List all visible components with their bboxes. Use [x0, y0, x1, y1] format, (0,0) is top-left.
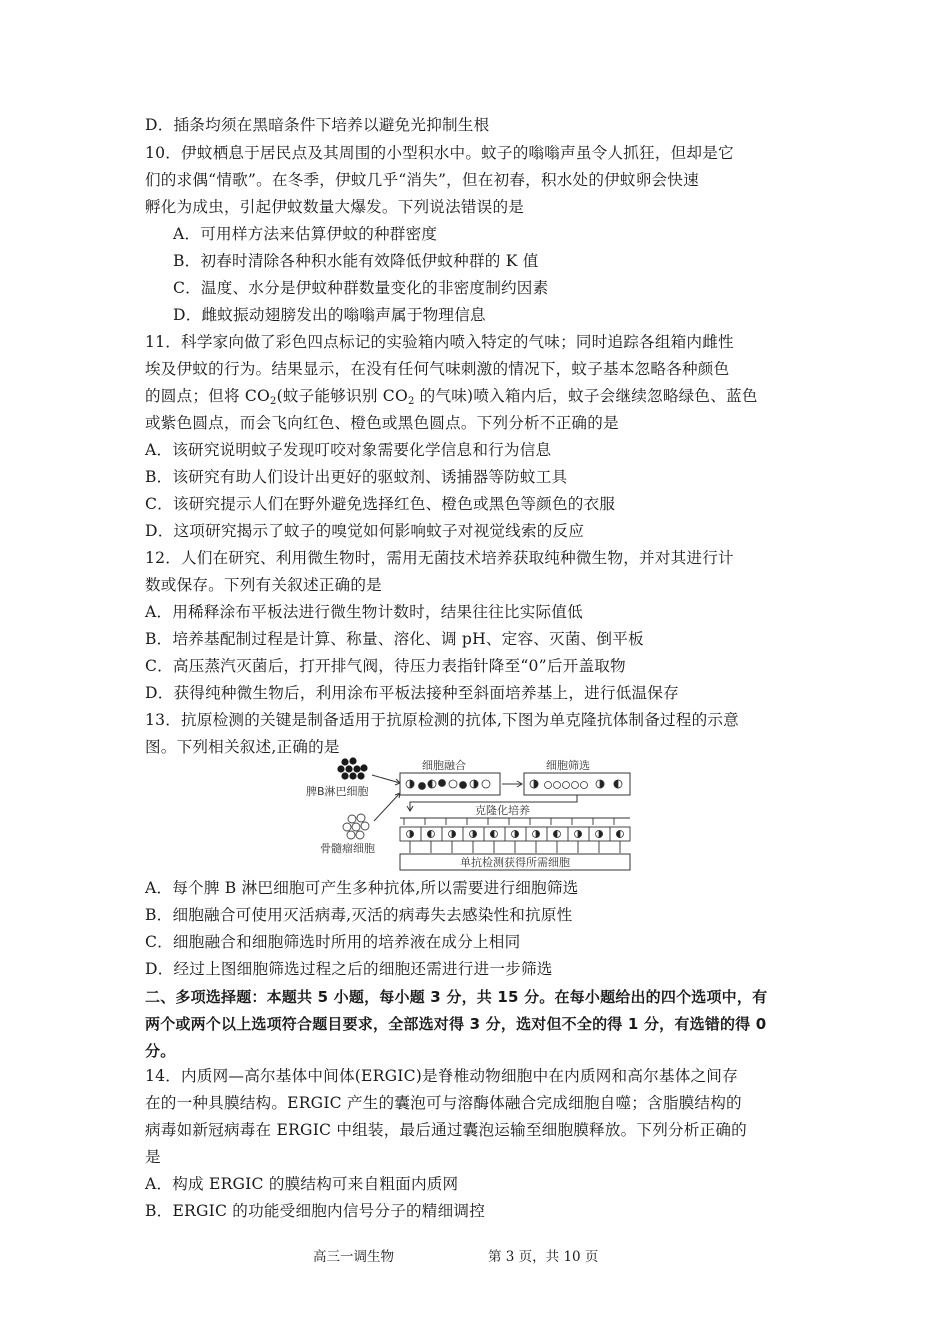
q13-option-c: C．细胞融合和细胞筛选时所用的培养液在成分上相同: [145, 933, 521, 951]
clone-label: 克隆化培养: [475, 804, 530, 817]
fusion-to-screen-arrow: [502, 781, 522, 787]
fusion-label: 细胞融合: [422, 759, 466, 772]
footer-page-number: 第 3 页，共 10 页: [488, 1249, 599, 1265]
q14-option-b: B．ERGIC 的功能受细胞内信号分子的精细调控: [145, 1202, 485, 1220]
q13-stem-line1: 13．抗原检测的关键是制备适用于抗原检测的抗体,下图为单克隆抗体制备过程的示意: [145, 711, 739, 729]
q14-stem-line4: 是: [145, 1148, 161, 1166]
q14-stem-line3: 病毒如新冠病毒在 ERGIC 中组装，最后通过囊泡运输至细胞膜释放。下列分析正确的: [145, 1121, 747, 1139]
q13-stem-line2: 图。下列相关叙述,正确的是: [145, 738, 340, 756]
section2-instructions-line1: 二、多项选择题：本题共 5 小题，每小题 3 分，共 15 分。在每小题给出的四个选项中，有: [145, 988, 768, 1006]
q14-stem-line1: 14．内质网—高尔基体中间体(ERGIC)是脊椎动物细胞中在内质网和高尔基体之间存: [145, 1067, 738, 1085]
q10-option-b: B．初春时清除各种积水能有效降低伊蚊种群的 K 值: [173, 252, 539, 270]
q11-stem-line4: 或紫色圆点，而会飞向红色、橙色或黑色圆点。下列分析不正确的是: [145, 414, 619, 432]
q11-option-d: D．这项研究揭示了蚊子的嗅觉如何影响蚊子对视觉线索的反应: [145, 522, 585, 540]
q13-option-a: A．每个脾 B 淋巴细胞可产生多种抗体,所以需要进行细胞筛选: [145, 879, 579, 897]
myeloma-label: 骨髓瘤细胞: [320, 842, 375, 855]
q14-option-a: A．构成 ERGIC 的膜结构可来自粗面内质网: [145, 1175, 459, 1193]
q12-stem-line2: 数或保存。下列有关叙述正确的是: [145, 576, 382, 594]
section2-instructions-line3: 分。: [145, 1042, 176, 1060]
q11-option-b: B．该研究有助人们设计出更好的驱蚊剂、诱捕器等防蚊工具: [145, 468, 568, 486]
spleen-label: 脾B淋巴细胞: [306, 785, 369, 798]
q14-stem-line2: 在的一种具膜结构。ERGIC 产生的囊泡可与溶酶体融合完成细胞自噬；含脂膜结构的: [145, 1094, 742, 1112]
q9-option-d: D．插条均须在黑暗条件下培养以避免光抑制生根: [145, 116, 490, 134]
footer-subject: 高三一调生物: [313, 1249, 394, 1265]
clone-well-cells: [407, 831, 624, 838]
q11-option-a: A．该研究说明蚊子发现叮咬对象需要化学信息和行为信息: [145, 441, 552, 459]
q12-stem-line1: 12．人们在研究、利用微生物时，需用无菌技术培养获取纯种微生物，并对其进行计: [145, 549, 734, 567]
monoclonal-antibody-figure: [300, 755, 640, 875]
q10-stem-line1: 10．伊蚊栖息于居民点及其周围的小型积水中。蚊子的嗡嗡声虽令人抓狂，但却是它: [145, 144, 734, 162]
q10-option-c: C．温度、水分是伊蚊种群数量变化的非密度制约因素: [173, 279, 549, 297]
q10-stem-line2: 们的求偶“情歌”。在冬季，伊蚊几乎“消失”，但在初春，积水处的伊蚊卵会快速: [145, 171, 699, 189]
q13-option-b: B．细胞融合可使用灭活病毒,灭活的病毒失去感染性和抗原性: [145, 906, 573, 924]
detect-arrows: [410, 841, 620, 853]
q10-stem-line3: 孵化为成虫，引起伊蚊数量大爆发。下列说法错误的是: [145, 198, 525, 216]
input-arrows: [372, 775, 400, 821]
q11-option-c: C．该研究提示人们在野外避免选择红色、橙色或黑色等颜色的衣服: [145, 495, 616, 513]
screen-label: 细胞筛选: [546, 759, 590, 772]
spleen-b-cells: [337, 757, 367, 779]
q11-stem-line2: 埃及伊蚊的行为。结果显示，在没有任何气味刺激的情况下，蚊子基本忽略各种颜色: [145, 360, 730, 378]
q12-option-a: A．用稀释涂布平板法进行微生物计数时，结果往往比实际值低: [145, 603, 583, 621]
q10-option-d: D．雌蚊振动翅膀发出的嗡嗡声属于物理信息: [173, 306, 486, 324]
q11-stem-line1: 11．科学家向做了彩色四点标记的实验箱内喷入特定的气味；同时追踪各组箱内雌性: [145, 333, 734, 351]
q12-option-b: B．培养基配制过程是计算、称量、溶化、调 pH、定容、灭菌、倒平板: [145, 630, 644, 648]
q13-option-d: D．经过上图细胞筛选过程之后的细胞还需进行进一步筛选: [145, 960, 553, 978]
section2-instructions-line2: 两个或两个以上选项符合题目要求，全部选对得 3 分，选对但不全的得 1 分，有选错的得 0: [145, 1015, 767, 1033]
q12-option-d: D．获得纯种微生物后，利用涂布平板法接种至斜面培养基上，进行低温保存: [145, 684, 679, 702]
q10-option-a: A．可用样方法来估算伊蚊的种群密度: [173, 225, 438, 243]
q11-stem-line3: 的圆点；但将 $CO_2$(蚊子能够识别 $CO_2$ 的气味)喷入箱内后，蚊子会继续忽略绿色、蓝色: [145, 387, 758, 407]
detect-label: 单抗检测获得所需细胞: [460, 856, 570, 869]
q12-option-c: C．高压蒸汽灭菌后，打开排气阀，待压力表指针降至“0”后开盖取物: [145, 657, 626, 675]
myeloma-cells: [343, 814, 369, 839]
